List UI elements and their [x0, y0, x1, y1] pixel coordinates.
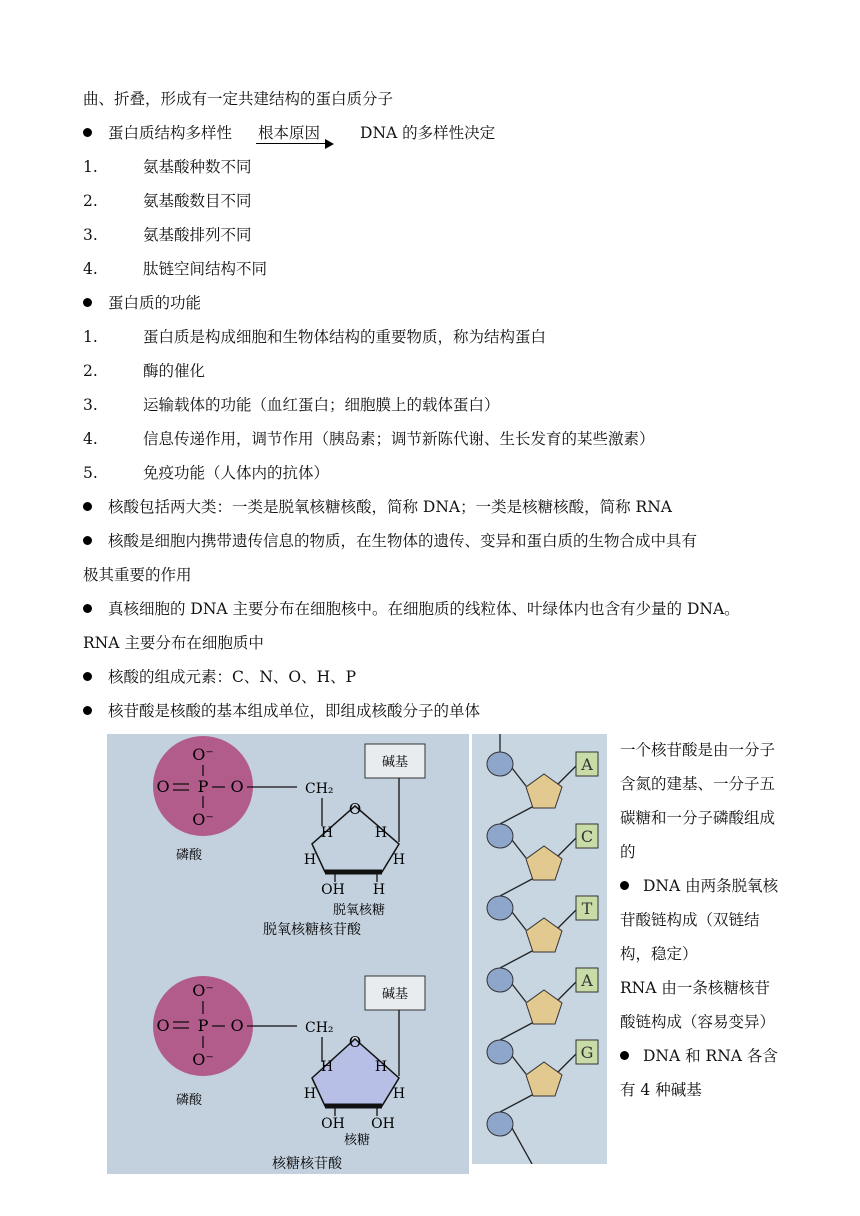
phosphate-o-top: O⁻: [192, 745, 214, 764]
svg-text:H: H: [392, 852, 406, 868]
bullet-icon: [83, 604, 92, 613]
base-letter: A: [581, 971, 593, 990]
base-letter: A: [581, 755, 593, 774]
list-item: 3. 氨基酸排列不同: [83, 226, 252, 244]
svg-text:H: H: [392, 1086, 406, 1102]
svg-text:H: H: [303, 852, 317, 868]
bullet-nucleotide-unit: 核苷酸是核酸的基本组成单位，即组成核酸分子的单体: [83, 700, 480, 722]
root-cause-arrow: 根本原因: [258, 122, 320, 144]
nucleotide-chain-figure: [472, 734, 607, 1164]
base-letter: G: [580, 1043, 594, 1062]
phosphate-o-left: O: [156, 777, 170, 796]
list-item: 4. 肽链空间结构不同: [83, 260, 268, 278]
list-item: 2. 氨基酸数目不同: [83, 192, 252, 210]
svg-text:O: O: [156, 1016, 170, 1035]
ch2-label: CH₂: [305, 781, 334, 797]
bullet-icon: [83, 128, 92, 137]
phosphate-label: 磷酸: [175, 848, 203, 863]
bullet-nucleic-acid-types: 核酸包括两大类：一类是脱氧核糖核酸，简称 DNA；一类是核糖核酸，简称 RNA: [83, 496, 672, 518]
side-note-rna: RNA 由一条核糖核苷酸链构成（容易变异）: [620, 979, 776, 1031]
svg-text:OH: OH: [321, 1116, 345, 1132]
bullet-icon: [83, 502, 92, 511]
phosphate-o-right: O: [230, 777, 244, 796]
ribonucleotide-label: 核糖核苷酸: [272, 1156, 342, 1172]
bullet-protein-diversity: 蛋白质结构多样性 根本原因 DNA 的多样性决定: [83, 122, 495, 144]
side-notes: [620, 733, 782, 1107]
text-line: 极其重要的作用: [83, 566, 192, 584]
phosphate-circle: [487, 1040, 513, 1064]
base-label: 碱基: [381, 755, 409, 770]
arrow-right-icon: [325, 139, 334, 149]
phosphate-circle: [487, 1112, 513, 1136]
bullet-elements: 核酸的组成元素：C、N、O、H、P: [83, 666, 356, 688]
nucleotide-structure-figure: [107, 734, 469, 1174]
bullet-icon: [620, 1051, 629, 1060]
ring-o: O: [348, 800, 362, 818]
svg-text:H: H: [372, 882, 386, 898]
side-note-dna: DNA 由两条脱氧核苷酸链构成（双链结构，稳定）: [620, 877, 779, 963]
svg-text:碱基: 碱基: [381, 987, 409, 1002]
list-item: 4. 信息传递作用，调节作用（胰岛素；调节新陈代谢、生长发育的某些激素）: [83, 430, 655, 448]
phosphate-o-bottom: O⁻: [192, 810, 214, 829]
svg-text:H: H: [303, 1086, 317, 1102]
phosphate-circle: [487, 968, 513, 992]
phosphate-label: 磷酸: [175, 1093, 203, 1108]
bullet-icon: [83, 536, 92, 545]
svg-text:H: H: [320, 1059, 334, 1075]
svg-text:P: P: [197, 1016, 209, 1035]
svg-text:O⁻: O⁻: [192, 981, 214, 1000]
bullet-nucleic-acid-role: 核酸是细胞内携带遗传信息的物质，在生物体的遗传、变异和蛋白质的生物合成中具有: [83, 530, 697, 552]
svg-text:OH: OH: [371, 1116, 395, 1132]
bullet-icon: [83, 706, 92, 715]
bullet-icon: [620, 881, 629, 890]
svg-text:O⁻: O⁻: [192, 1050, 214, 1069]
phosphate-circle: [487, 896, 513, 920]
list-item: 1. 氨基酸种数不同: [83, 158, 252, 176]
svg-text:O: O: [230, 1016, 244, 1035]
svg-text:OH: OH: [321, 882, 345, 898]
deoxyribonucleotide-label: 脱氧核糖核苷酸: [263, 922, 361, 938]
base-letter: C: [580, 827, 594, 846]
ribose-label: 核糖: [343, 1133, 371, 1148]
text-line-structure-continuation: 曲、折叠，形成有一定共建结构的蛋白质分子: [83, 90, 394, 108]
svg-text:O: O: [348, 1033, 362, 1051]
phosphate-circle: [487, 752, 513, 776]
text-line: RNA 主要分布在细胞质中: [83, 634, 264, 652]
side-note-bases: DNA 和 RNA 各含有 4 种碱基: [620, 1047, 778, 1099]
bullet-dna-distribution: 真核细胞的 DNA 主要分布在细胞核中。在细胞质的线粒体、叶绿体内也含有少量的 DNA。: [83, 598, 740, 620]
phosphate-circle: [487, 824, 513, 848]
phosphate-p: P: [197, 777, 209, 796]
bullet-icon: [83, 298, 92, 307]
deoxyribose-label: 脱氧核糖: [332, 903, 386, 918]
list-item: 1. 蛋白质是构成细胞和生物体结构的重要物质，称为结构蛋白: [83, 328, 547, 346]
svg-text:H: H: [374, 1059, 388, 1075]
svg-text:H: H: [320, 825, 334, 841]
list-item: 2. 酶的催化: [83, 362, 206, 380]
svg-text:CH₂: CH₂: [305, 1020, 334, 1036]
base-letter: T: [581, 899, 593, 918]
bullet-icon: [83, 672, 92, 681]
list-item: 3. 运输载体的功能（血红蛋白；细胞膜上的载体蛋白）: [83, 396, 500, 414]
svg-text:H: H: [374, 825, 388, 841]
side-note-nucleotide: 一个核苷酸是由一分子含氮的建基、一分子五碳糖和一分子磷酸组成的: [620, 741, 776, 861]
list-item: 5. 免疫功能（人体内的抗体）: [83, 464, 330, 482]
bullet-protein-functions: 蛋白质的功能: [83, 292, 201, 314]
